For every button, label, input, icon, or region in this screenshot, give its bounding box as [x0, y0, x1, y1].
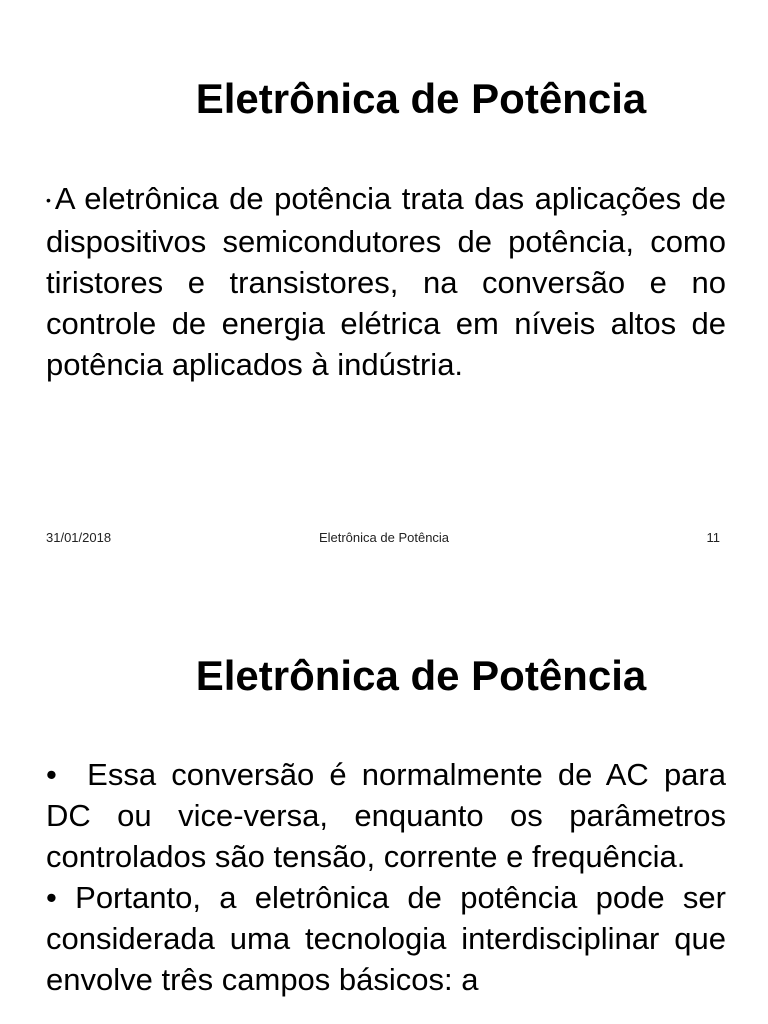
paragraph-text: Essa conversão é normalmente de AC para DC ou vice-versa, enquanto os parâmetros controlados são tensão, corrente e frequência.	[46, 757, 735, 874]
footer-date: 31/01/2018	[46, 530, 112, 545]
slide-footer	[0, 530, 768, 546]
footer-title: Eletrônica de Potência	[318, 530, 450, 545]
slide-12	[0, 580, 768, 1024]
bullet-icon: •	[46, 880, 57, 915]
slide-body	[46, 754, 735, 1000]
bullet-icon: •	[46, 757, 57, 792]
bullet-paragraph	[46, 877, 735, 1000]
slide-title: Eletrônica de Potência	[195, 652, 647, 699]
paragraph-text: A eletrônica de potência trata das aplicações de dispositivos semicondutores de potência, como tiristores e transistores, na conversão e no controle de energia elétrica em níveis altos de potência aplicados à indústria.	[46, 181, 726, 382]
footer-page-number: 11	[706, 530, 720, 545]
slide-body	[46, 178, 726, 385]
paragraph-text: Portanto, a eletrônica de potência pode ser considerada uma tecnologia interdisciplinar que envolve três campos básicos: a	[46, 880, 735, 997]
bullet-paragraph	[46, 754, 735, 877]
bullet-paragraph	[46, 178, 726, 385]
bullet-icon: •	[46, 192, 51, 208]
slide-title: Eletrônica de Potência	[195, 75, 647, 122]
